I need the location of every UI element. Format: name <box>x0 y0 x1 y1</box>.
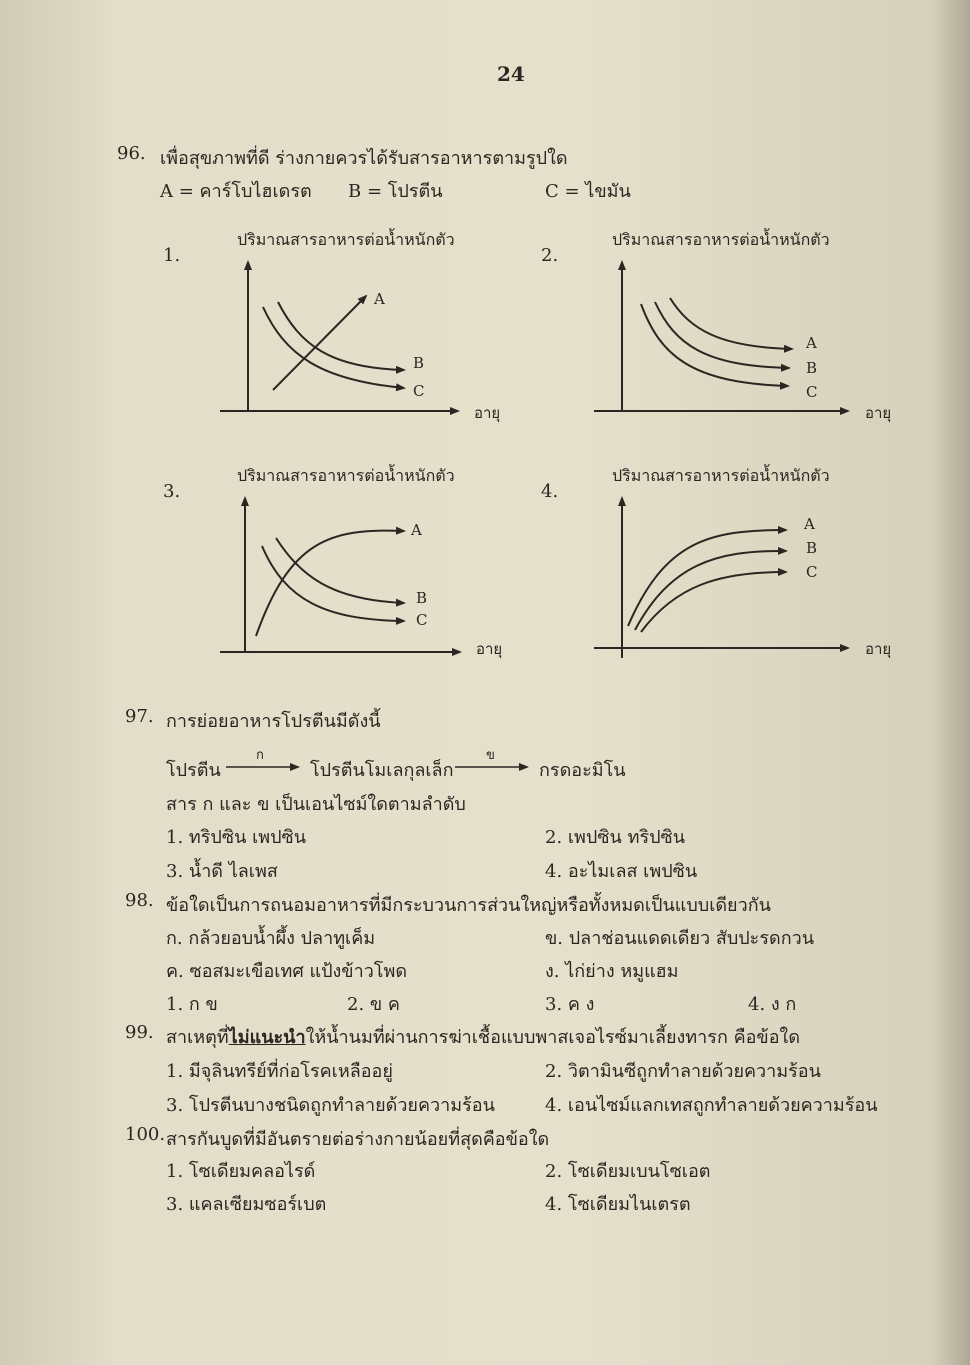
graph1-label-b: B <box>413 354 425 372</box>
graph4-xlabel: อายุ <box>865 640 892 658</box>
q99-question-emphasis: ไม่แนะนำ <box>228 1027 306 1048</box>
graph4-label-a: A <box>804 515 815 533</box>
graph2-title: ปริมาณสารอาหารต่อน้ำหนักตัว <box>612 230 830 249</box>
q100-option-4[interactable]: 4. โซเดียมไนเตรต <box>545 1194 691 1215</box>
graph3-title: ปริมาณสารอาหารต่อน้ำหนักตัว <box>237 466 455 485</box>
graph3-xlabel: อายุ <box>476 640 503 658</box>
q97-step3: กรดอะมิโน <box>539 760 626 781</box>
q98-item-ngo: ง. ไก่ย่าง หมูแฮม <box>545 961 679 982</box>
graph4-curve-a <box>628 530 786 626</box>
q99-number: 99. <box>125 1022 154 1043</box>
graph3-option: 3. <box>163 481 181 502</box>
graph2-label-a: A <box>806 334 817 352</box>
graph1-label-a: A <box>374 290 385 308</box>
q97-option-2[interactable]: 2. เพปซิน ทริปซิน <box>545 827 686 848</box>
q99-question <box>166 1022 800 1051</box>
graph1-label-c: C <box>413 382 425 400</box>
q97-question: การย่อยอาหารโปรตีนมีดังนี้ <box>166 711 381 732</box>
q99-option-2[interactable]: 2. วิตามินซีถูกทำลายด้วยความร้อน <box>545 1061 821 1082</box>
q96-legend-a: A = คาร์โบไฮเดรต <box>160 181 312 202</box>
q96-legend-b: B = โปรตีน <box>348 181 443 202</box>
q97-step1: โปรตีน <box>166 760 221 781</box>
graph2-label-b: B <box>806 359 818 377</box>
q97-sub: สาร ก และ ข เป็นเอนไซม์ใดตามลำดับ <box>166 794 466 815</box>
q97-arrow2-label: ข <box>486 748 495 763</box>
graph2-option: 2. <box>541 245 559 266</box>
q97-step2: โปรตีนโมเลกุลเล็ก <box>310 760 454 781</box>
graph4-label-b: B <box>806 539 818 557</box>
q96-legend-c: C = ไขมัน <box>545 181 631 202</box>
q98-option-1[interactable]: 1. ก ข <box>166 994 218 1015</box>
graph2-xlabel: อายุ <box>865 404 892 422</box>
graph1-curve-b <box>278 302 404 370</box>
graph2-curve-b <box>655 302 789 368</box>
graph1-axes <box>220 262 458 411</box>
q97-option-1[interactable]: 1. ทริปซิน เพปซิน <box>166 827 307 848</box>
graph2-curve-a <box>670 298 792 349</box>
q97-option-4[interactable]: 4. อะไมเลส เพปซิน <box>545 861 698 882</box>
q100-option-1[interactable]: 1. โซเดียมคลอไรด์ <box>166 1161 316 1182</box>
graph3-curve-c <box>262 546 404 621</box>
q99-question-post: ให้น้ำนมที่ผ่านการฆ่าเชื้อแบบพาสเจอไรซ์มาเลี้ยงทารก คือข้อใด <box>305 1027 801 1048</box>
q98-item-kho: ข. ปลาช่อนแดดเดียว สับปะรดกวน <box>545 928 815 949</box>
graph3-label-c: C <box>416 611 428 629</box>
graph3-label-b: B <box>416 589 428 607</box>
q98-question: ข้อใดเป็นการถนอมอาหารที่มีกระบวนการส่วนใหญ่หรือทั้งหมดเป็นแบบเดียวกัน <box>166 895 771 916</box>
q99-question-pre: สาเหตุที่ <box>166 1027 229 1048</box>
q99-option-1[interactable]: 1. มีจุลินทรีย์ที่ก่อโรคเหลืออยู่ <box>166 1061 393 1082</box>
graph2-label-c: C <box>806 383 818 401</box>
graph4-title: ปริมาณสารอาหารต่อน้ำหนักตัว <box>612 466 830 485</box>
q96-question: เพื่อสุขภาพที่ดี ร่างกายควรได้รับสารอาหารตามรูปใด <box>160 148 568 169</box>
graph4-label-c: C <box>806 563 818 581</box>
q100-question: สารกันบูดที่มีอันตรายต่อร่างกายน้อยที่สุดคือข้อใด <box>166 1129 550 1150</box>
graph1-curve-c <box>263 307 404 388</box>
q99-option-3[interactable]: 3. โปรตีนบางชนิดถูกทำลายด้วยความร้อน <box>166 1095 495 1116</box>
q98-option-3[interactable]: 3. ค ง <box>545 994 595 1015</box>
q100-option-3[interactable]: 3. แคลเซียมซอร์เบต <box>166 1194 327 1215</box>
q100-number: 100. <box>125 1124 166 1145</box>
q96-number: 96. <box>117 143 146 164</box>
q98-number: 98. <box>125 890 154 911</box>
graph4-option: 4. <box>541 481 559 502</box>
q100-option-2[interactable]: 2. โซเดียมเบนโซเอต <box>545 1161 711 1182</box>
graph1-xlabel: อายุ <box>474 404 501 422</box>
q97-number: 97. <box>125 706 154 727</box>
graph1-title: ปริมาณสารอาหารต่อน้ำหนักตัว <box>237 230 455 249</box>
graph2-axes <box>594 262 848 411</box>
q99-option-4[interactable]: 4. เอนไซม์แลกเทสถูกทำลายด้วยความร้อน <box>545 1095 878 1116</box>
graph4-curve-b <box>635 551 786 630</box>
q97-option-3[interactable]: 3. น้ำดี ไลเพส <box>166 861 278 882</box>
graph3-label-a: A <box>411 521 422 539</box>
q98-item-kho-khwai: ค. ซอสมะเขือเทศ แป้งข้าวโพด <box>166 961 408 982</box>
graph3-axes <box>220 498 460 652</box>
graph1-option: 1. <box>163 245 181 266</box>
graph4-curve-c <box>641 572 786 632</box>
q98-option-4[interactable]: 4. ง ก <box>748 994 797 1015</box>
q98-option-2[interactable]: 2. ข ค <box>347 994 400 1015</box>
q97-arrow1-label: ก <box>256 748 264 763</box>
q98-item-ka: ก. กล้วยอบน้ำผึ้ง ปลาทูเค็ม <box>166 928 376 949</box>
page-number: 24 <box>497 62 525 86</box>
